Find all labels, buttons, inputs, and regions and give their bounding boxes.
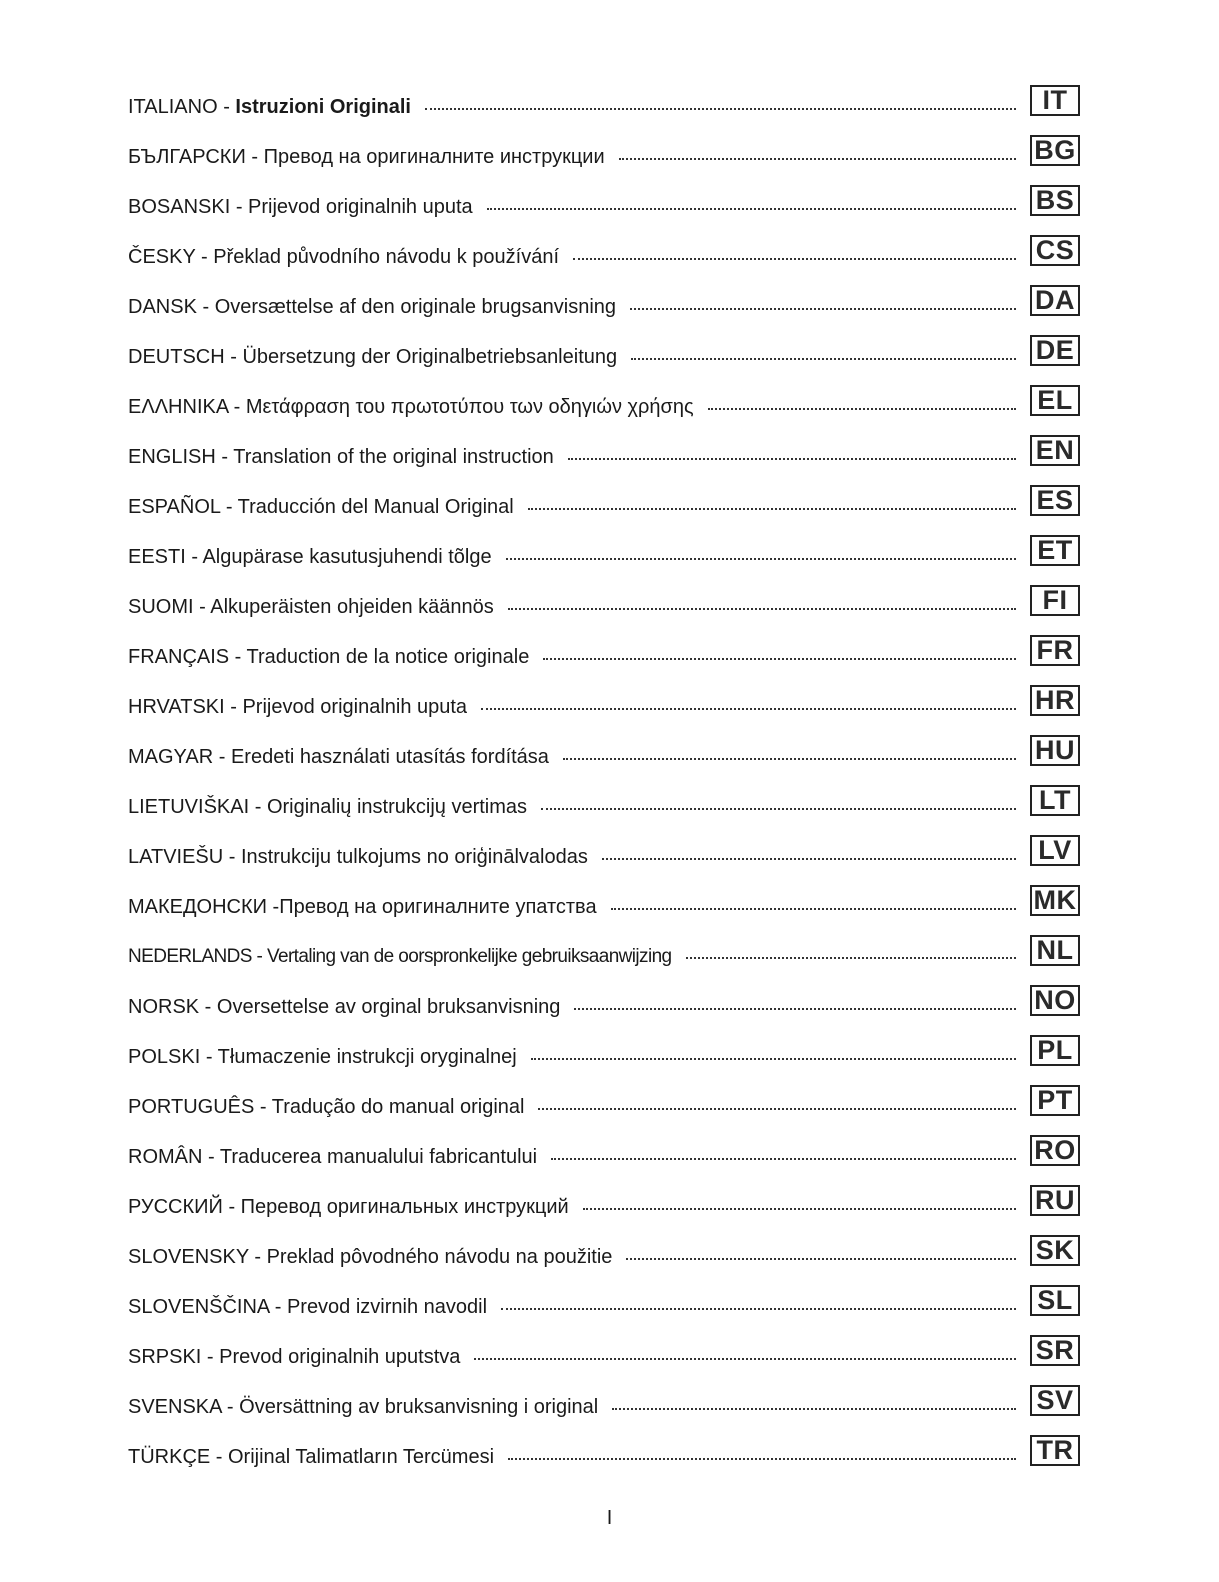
dot-leader	[508, 608, 1016, 610]
toc-row-it[interactable]	[128, 75, 1080, 125]
language-name: ČESKY -	[128, 246, 214, 268]
toc-entry	[128, 481, 1030, 519]
language-code-badge: BS	[1030, 185, 1080, 216]
language-name: ΕΛΛΗΝΙΚΑ -	[128, 396, 246, 418]
toc-row-et[interactable]	[128, 525, 1080, 575]
manual-title: Vertaling van de oorspronkelijke gebruiksaanwijzing	[266, 946, 672, 967]
toc-row-ro[interactable]	[128, 1125, 1080, 1175]
language-code-badge: FI	[1030, 585, 1080, 616]
language-code-badge: MK	[1030, 885, 1080, 916]
dot-leader	[474, 1358, 1016, 1360]
language-name: РУССКИЙ -	[128, 1196, 241, 1218]
language-code-badge: LV	[1030, 835, 1080, 866]
language-code-badge: TR	[1030, 1435, 1080, 1466]
dot-leader	[506, 558, 1016, 560]
toc-entry-text	[128, 1195, 583, 1219]
manual-title: Eredeti használati utasítás fordítása	[230, 746, 549, 768]
language-name: SRPSKI -	[128, 1346, 220, 1368]
language-code-badge: BG	[1030, 135, 1080, 166]
manual-title: Istruzioni Originali	[235, 96, 411, 118]
toc-entry	[128, 131, 1030, 169]
manual-title: Algupärase kasutusjuhendi tõlge	[202, 546, 492, 568]
toc-entry	[128, 1431, 1030, 1469]
manual-title: Oversettelse av orginal bruksanvisning	[216, 996, 561, 1018]
toc-row-no[interactable]	[128, 975, 1080, 1025]
language-code-badge: HU	[1030, 735, 1080, 766]
manual-title: Traduction de la notice originale	[246, 646, 530, 668]
toc-entry	[128, 1181, 1030, 1219]
manual-title: Översättning av bruksanvisning i original	[239, 1396, 599, 1418]
language-name: TÜRKÇE -	[128, 1446, 228, 1468]
toc-row-mk[interactable]	[128, 875, 1080, 925]
dot-leader	[619, 158, 1016, 160]
language-code-badge: RO	[1030, 1135, 1080, 1166]
language-name: LATVIEŠU -	[128, 846, 241, 868]
toc-row-de[interactable]	[128, 325, 1080, 375]
toc-entry	[128, 331, 1030, 369]
toc-row-hu[interactable]	[128, 725, 1080, 775]
dot-leader	[551, 1158, 1016, 1160]
toc-entry-text	[128, 995, 574, 1019]
toc-row-bg[interactable]	[128, 125, 1080, 175]
dot-leader	[501, 1308, 1016, 1310]
manual-title: Μετάφραση του πρωτοτύπου των οδηγιών χρήσης	[245, 396, 694, 418]
toc-row-sr[interactable]	[128, 1325, 1080, 1375]
toc-entry-text	[128, 745, 563, 769]
manual-title: Превод на оригиналните упатства	[279, 896, 597, 918]
toc-entry	[128, 931, 1030, 969]
toc-row-el[interactable]	[128, 375, 1080, 425]
language-code-badge: SK	[1030, 1235, 1080, 1266]
language-name: SUOMI -	[128, 596, 211, 618]
language-name: ROMÂN -	[128, 1146, 220, 1168]
toc-entry	[128, 781, 1030, 819]
table-of-contents	[128, 75, 1080, 1475]
toc-entry-text	[128, 1045, 531, 1069]
dot-leader	[425, 108, 1016, 110]
toc-entry-text	[128, 695, 481, 719]
toc-entry	[128, 581, 1030, 619]
toc-entry-text	[128, 1095, 538, 1119]
language-code-badge: HR	[1030, 685, 1080, 716]
manual-title: Instrukciju tulkojums no oriģinālvalodas	[241, 846, 588, 868]
language-name: ENGLISH -	[128, 446, 234, 468]
manual-title: Traducerea manualului fabricantului	[219, 1146, 538, 1168]
toc-entry	[128, 1131, 1030, 1169]
dot-leader	[630, 308, 1016, 310]
dot-leader	[583, 1208, 1016, 1210]
toc-entry	[128, 1381, 1030, 1419]
manual-title: Alkuperäisten ohjeiden käännös	[210, 596, 494, 618]
language-code-badge: ES	[1030, 485, 1080, 516]
language-name: HRVATSKI -	[128, 696, 243, 718]
toc-row-lv[interactable]	[128, 825, 1080, 875]
dot-leader	[481, 708, 1016, 710]
toc-entry-text	[128, 445, 568, 469]
toc-entry-text	[128, 845, 602, 869]
toc-entry-text	[128, 1345, 474, 1369]
toc-entry-text	[128, 1145, 551, 1169]
toc-entry	[128, 1081, 1030, 1119]
toc-entry	[128, 631, 1030, 669]
toc-row-sv[interactable]	[128, 1375, 1080, 1425]
toc-entry-text	[128, 245, 573, 269]
dot-leader	[508, 1458, 1016, 1460]
language-name: БЪЛГАРСКИ -	[128, 146, 264, 168]
language-code-badge: NO	[1030, 985, 1080, 1016]
toc-entry-text	[128, 1395, 612, 1419]
language-name: SLOVENŠČINA -	[128, 1296, 287, 1318]
toc-row-bs[interactable]	[128, 175, 1080, 225]
toc-entry-text	[128, 495, 528, 519]
toc-entry	[128, 181, 1030, 219]
toc-entry	[128, 731, 1030, 769]
manual-title: Oversættelse af den originale brugsanvisning	[214, 296, 617, 318]
language-name: FRANÇAIS -	[128, 646, 247, 668]
manual-title: Orijinal Talimatların Tercümesi	[228, 1446, 495, 1468]
language-name: MAGYAR -	[128, 746, 231, 768]
toc-row-cs[interactable]	[128, 225, 1080, 275]
language-code-badge: LT	[1030, 785, 1080, 816]
language-code-badge: RU	[1030, 1185, 1080, 1216]
toc-entry-text	[128, 345, 631, 369]
dot-leader	[631, 358, 1016, 360]
toc-entry	[128, 1331, 1030, 1369]
language-code-badge: ET	[1030, 535, 1080, 566]
manual-title: Tradução do manual original	[271, 1096, 525, 1118]
language-code-badge: CS	[1030, 235, 1080, 266]
language-name: DEUTSCH -	[128, 346, 243, 368]
toc-entry	[128, 681, 1030, 719]
toc-entry-text	[128, 1445, 508, 1469]
language-code-badge: PT	[1030, 1085, 1080, 1116]
toc-entry	[128, 881, 1030, 919]
toc-entry	[128, 1031, 1030, 1069]
language-name: МАКЕДОНСКИ -	[128, 896, 280, 918]
toc-entry-text	[128, 795, 541, 819]
dot-leader	[543, 658, 1016, 660]
language-name: DANSK -	[128, 296, 215, 318]
manual-title: Preklad pôvodného návodu na použitie	[266, 1246, 613, 1268]
language-code-badge: SL	[1030, 1285, 1080, 1316]
language-code-badge: FR	[1030, 635, 1080, 666]
language-code-badge: DA	[1030, 285, 1080, 316]
toc-entry	[128, 281, 1030, 319]
toc-row-fi[interactable]	[128, 575, 1080, 625]
language-name: PORTUGUÊS -	[128, 1096, 272, 1118]
toc-row-sl[interactable]	[128, 1275, 1080, 1325]
language-name: SVENSKA -	[128, 1396, 240, 1418]
toc-entry	[128, 981, 1030, 1019]
toc-entry-text	[128, 395, 708, 419]
language-name: BOSANSKI -	[128, 196, 249, 218]
dot-leader	[568, 458, 1016, 460]
toc-entry-text	[128, 95, 425, 119]
toc-entry-text	[128, 195, 487, 219]
dot-leader	[612, 1408, 1016, 1410]
toc-row-sk[interactable]	[128, 1225, 1080, 1275]
toc-entry	[128, 831, 1030, 869]
toc-row-lt[interactable]	[128, 775, 1080, 825]
dot-leader	[563, 758, 1016, 760]
manual-title: Übersetzung der Originalbetriebsanleitung	[242, 346, 618, 368]
manual-title: Překlad původního návodu k používání	[213, 246, 560, 268]
language-name: POLSKI -	[128, 1046, 218, 1068]
dot-leader	[574, 1008, 1016, 1010]
language-name: NEDERLANDS -	[128, 946, 267, 967]
language-code-badge: SV	[1030, 1385, 1080, 1416]
toc-row-en[interactable]	[128, 425, 1080, 475]
manual-title: Превод на оригиналните инструкции	[263, 146, 605, 168]
manual-title: Translation of the original instruction	[233, 446, 554, 468]
page-number: I	[606, 1507, 613, 1529]
language-name: LIETUVIŠKAI -	[128, 796, 267, 818]
toc-entry	[128, 81, 1030, 119]
toc-row-hr[interactable]	[128, 675, 1080, 725]
toc-entry-text	[128, 545, 506, 569]
manual-title: Prevod originalnih uputstva	[219, 1346, 461, 1368]
manual-title: Originalių instrukcijų vertimas	[266, 796, 528, 818]
dot-leader	[573, 258, 1016, 260]
language-name: NORSK -	[128, 996, 217, 1018]
manual-title: Prijevod originalnih uputa	[242, 696, 468, 718]
toc-entry-text	[128, 1295, 501, 1319]
toc-entry	[128, 531, 1030, 569]
language-code-badge: PL	[1030, 1035, 1080, 1066]
toc-row-da[interactable]	[128, 275, 1080, 325]
dot-leader	[487, 208, 1016, 210]
dot-leader	[708, 408, 1016, 410]
toc-row-tr[interactable]	[128, 1425, 1080, 1475]
dot-leader	[626, 1258, 1016, 1260]
language-code-badge: IT	[1030, 85, 1080, 116]
manual-title: Tłumaczenie instrukcji oryginalnej	[217, 1046, 517, 1068]
manual-title: Перевод оригинальных инструкций	[240, 1196, 569, 1218]
toc-entry-text	[128, 945, 686, 969]
toc-entry	[128, 431, 1030, 469]
toc-entry-text	[128, 1245, 626, 1269]
toc-row-es[interactable]	[128, 475, 1080, 525]
dot-leader	[602, 858, 1016, 860]
toc-entry-text	[128, 895, 611, 919]
toc-row-ru[interactable]	[128, 1175, 1080, 1225]
toc-entry	[128, 1231, 1030, 1269]
toc-entry-text	[128, 595, 508, 619]
dot-leader	[538, 1108, 1016, 1110]
language-code-badge: SR	[1030, 1335, 1080, 1366]
toc-entry	[128, 1281, 1030, 1319]
toc-entry-text	[128, 145, 619, 169]
toc-entry-text	[128, 645, 543, 669]
language-code-badge: NL	[1030, 935, 1080, 966]
toc-entry	[128, 381, 1030, 419]
dot-leader	[531, 1058, 1016, 1060]
language-code-badge: DE	[1030, 335, 1080, 366]
toc-entry-text	[128, 295, 630, 319]
language-code-badge: EL	[1030, 385, 1080, 416]
language-name: SLOVENSKY -	[128, 1246, 267, 1268]
dot-leader	[541, 808, 1016, 810]
language-name: EESTI -	[128, 546, 203, 568]
language-name: ESPAÑOL -	[128, 496, 238, 518]
toc-row-pt[interactable]	[128, 1075, 1080, 1125]
manual-title: Traducción del Manual Original	[237, 496, 514, 518]
manual-title: Prevod izvirnih navodil	[286, 1296, 488, 1318]
toc-row-fr[interactable]	[128, 625, 1080, 675]
language-name: ITALIANO -	[128, 96, 236, 118]
dot-leader	[686, 957, 1017, 959]
dot-leader	[611, 908, 1016, 910]
manual-title: Prijevod originalnih uputa	[248, 196, 473, 218]
language-code-badge: EN	[1030, 435, 1080, 466]
dot-leader	[528, 508, 1016, 510]
toc-row-pl[interactable]	[128, 1025, 1080, 1075]
toc-row-nl[interactable]	[128, 925, 1080, 975]
toc-entry	[128, 231, 1030, 269]
